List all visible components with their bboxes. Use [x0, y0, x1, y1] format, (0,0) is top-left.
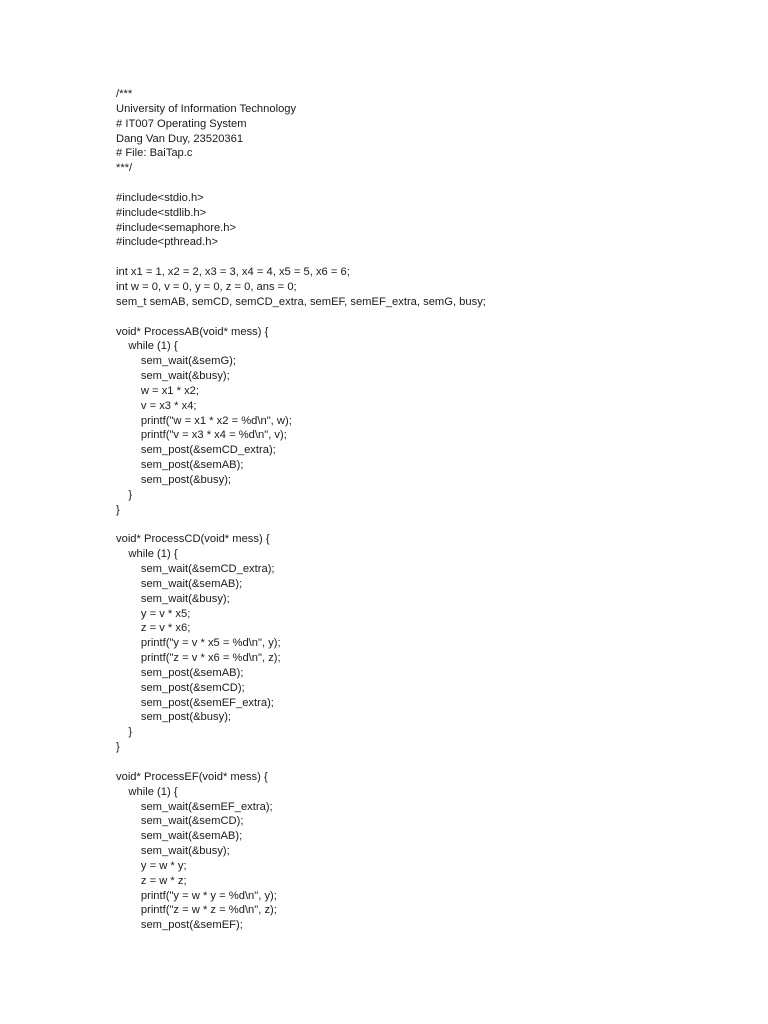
- code-line: sem_post(&semCD_extra);: [116, 444, 276, 457]
- code-line: printf("y = v * x5 = %d\n", y);: [116, 637, 281, 650]
- code-line: void* ProcessAB(void* mess) {: [116, 325, 269, 338]
- code-line: z = w * z;: [116, 874, 187, 887]
- code-line: while (1) {: [116, 548, 178, 561]
- code-line: void* ProcessCD(void* mess) {: [116, 533, 270, 546]
- code-line: }: [116, 503, 120, 516]
- code-line: while (1) {: [116, 340, 178, 353]
- code-line: [116, 517, 486, 532]
- code-line: y = v * x5;: [116, 607, 191, 620]
- code-line: w = x1 * x2;: [116, 384, 200, 397]
- code-line: y = w * y;: [116, 859, 187, 872]
- code-line: sem_wait(&semEF_extra);: [116, 800, 273, 813]
- code-line: sem_post(&semEF);: [116, 919, 243, 932]
- code-line: [116, 250, 486, 265]
- code-line: sem_post(&semCD);: [116, 681, 245, 694]
- code-line: Dang Van Duy, 23520361: [116, 132, 244, 145]
- code-line: sem_post(&busy);: [116, 711, 232, 724]
- code-line: sem_post(&semAB);: [116, 459, 244, 472]
- code-line: sem_wait(&semG);: [116, 355, 236, 368]
- code-line: v = x3 * x4;: [116, 399, 197, 412]
- code-line: sem_wait(&busy);: [116, 370, 230, 383]
- code-line: #include<semaphore.h>: [116, 221, 237, 234]
- code-line: University of Information Technology: [116, 102, 297, 115]
- code-line: # IT007 Operating System: [116, 117, 247, 130]
- code-line: [116, 176, 486, 191]
- code-line: int w = 0, v = 0, y = 0, z = 0, ans = 0;: [116, 280, 297, 293]
- code-line: sem_wait(&semAB);: [116, 577, 243, 590]
- code-line: printf("z = v * x6 = %d\n", z);: [116, 652, 281, 665]
- code-line: sem_post(&busy);: [116, 473, 232, 486]
- code-line: # File: BaiTap.c: [116, 147, 193, 160]
- code-line: [116, 755, 486, 770]
- code-line: printf("w = x1 * x2 = %d\n", w);: [116, 414, 292, 427]
- code-line: sem_wait(&busy);: [116, 845, 230, 858]
- code-line: sem_post(&semAB);: [116, 666, 244, 679]
- code-line: sem_wait(&semCD);: [116, 815, 244, 828]
- code-line: z = v * x6;: [116, 622, 191, 635]
- code-line: }: [116, 488, 133, 501]
- code-line: }: [116, 741, 120, 754]
- code-line: [116, 310, 486, 325]
- code-line: sem_wait(&semAB);: [116, 830, 243, 843]
- code-line: printf("y = w * y = %d\n", y);: [116, 889, 277, 902]
- code-block: [116, 87, 486, 933]
- code-line: sem_post(&semEF_extra);: [116, 696, 274, 709]
- code-line: sem_wait(&semCD_extra);: [116, 563, 275, 575]
- code-line: ***/: [116, 162, 133, 175]
- code-line: /***: [116, 88, 133, 100]
- code-line: printf("z = w * z = %d\n", z);: [116, 904, 277, 917]
- code-line: int x1 = 1, x2 = 2, x3 = 3, x4 = 4, x5 = 5, x6 = 6;: [116, 266, 350, 279]
- code-line: printf("v = x3 * x4 = %d\n", v);: [116, 429, 287, 442]
- code-line: }: [116, 726, 133, 739]
- code-line: void* ProcessEF(void* mess) {: [116, 770, 268, 783]
- code-line: #include<pthread.h>: [116, 236, 219, 249]
- code-line: #include<stdlib.h>: [116, 206, 207, 219]
- code-line: while (1) {: [116, 785, 178, 798]
- code-line: #include<stdio.h>: [116, 191, 204, 204]
- code-line: sem_wait(&busy);: [116, 592, 230, 605]
- code-line: sem_t semAB, semCD, semCD_extra, semEF, semEF_extra, semG, busy;: [116, 295, 486, 308]
